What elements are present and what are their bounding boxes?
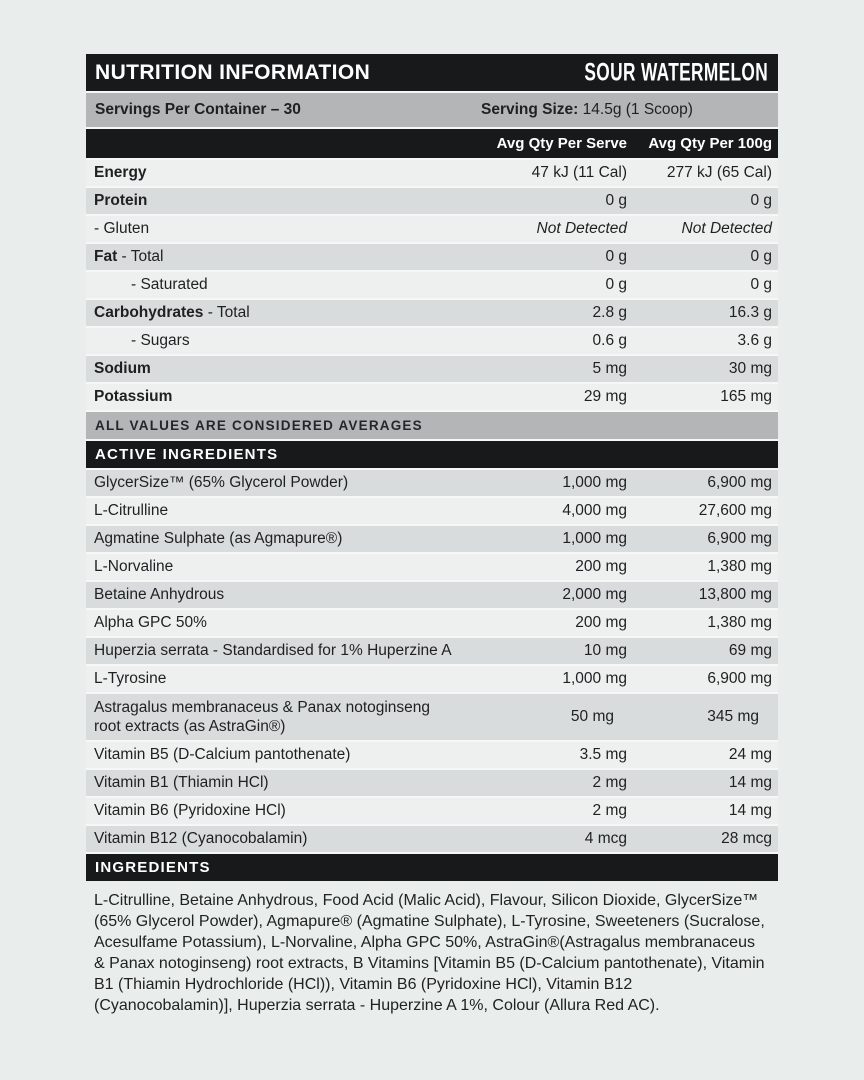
value-serve: 50 mg bbox=[570, 708, 614, 725]
value-serve: 4 mcg bbox=[584, 830, 627, 847]
value-per100: 6,900 mg bbox=[707, 670, 772, 687]
table-row-glycersize: GlycerSize™ (65% Glycerol Powder) 1,000 mg 6,900 mg bbox=[86, 470, 778, 496]
value-serve: 0 g bbox=[605, 192, 627, 209]
value-serve: 1,000 mg bbox=[562, 670, 627, 687]
table-row-sodium: Sodium 5 mg 30 mg bbox=[86, 356, 778, 382]
table-row-gluten: - Gluten Not Detected Not Detected bbox=[86, 216, 778, 242]
value-serve: 3.5 mg bbox=[579, 746, 627, 763]
table-row-vitamin-b6: Vitamin B6 (Pyridoxine HCl) 2 mg 14 mg bbox=[86, 798, 778, 824]
value-serve: 0 g bbox=[605, 276, 627, 293]
column-header-per100: Avg Qty Per 100g bbox=[648, 135, 772, 152]
value-per100: 345 mg bbox=[707, 708, 759, 725]
nutrition-panel bbox=[86, 54, 778, 881]
value-per100: 14 mg bbox=[728, 774, 772, 791]
value-serve: 1,000 mg bbox=[562, 474, 627, 491]
serving-size-value: 14.5g (1 Scoop) bbox=[578, 101, 693, 118]
value-per100: 0 g bbox=[750, 192, 772, 209]
column-header-serve: Avg Qty Per Serve bbox=[496, 135, 627, 152]
servings-per-container: Servings Per Container – 30 bbox=[95, 101, 301, 118]
table-row-energy: Energy 47 kJ (11 Cal) 277 kJ (65 Cal) bbox=[86, 160, 778, 186]
nutrition-rows bbox=[86, 160, 778, 410]
value-serve: 47 kJ (11 Cal) bbox=[531, 164, 627, 181]
value-per100: 277 kJ (65 Cal) bbox=[666, 164, 772, 181]
value-serve: 200 mg bbox=[575, 614, 627, 631]
serving-size-label: Serving Size: bbox=[481, 101, 579, 118]
table-row-fat-saturated: - Saturated 0 g 0 g bbox=[86, 272, 778, 298]
value-serve: Not Detected bbox=[536, 220, 627, 237]
value-per100: 30 mg bbox=[728, 360, 772, 377]
averages-note: ALL VALUES ARE CONSIDERED AVERAGES bbox=[95, 418, 423, 433]
ingredients-section-bar bbox=[86, 854, 778, 881]
column-header-bar bbox=[86, 129, 778, 158]
value-per100: 16.3 g bbox=[728, 304, 772, 321]
ingredients-paragraph: L-Citrulline, Betaine Anhydrous, Food Acid (Malic Acid), Flavour, Silicon Dioxide, GlycerSize™ (65% Glycerol Powder), Agmapure® (Agmatine Sulphate), L-Tyrosine, Sweeteners (Sucralose, Acesulfame Potassium), L-Norvaline, Alpha GPC 50%, AstraGin®(Astragalus membranaceus & Panax notoginseng) root extracts, B Vitamins [Vitamin B5 (D-Calcium pantothenate), Vitamin B1 (Thiamin Hydrochloride (HCl)), Vitamin B6 (Pyridoxine HCl), Vitamin B12 (Cyanocobalamin)], Huperzia serrata - Huperzine A 1%, Colour (Allura Red AC). bbox=[94, 892, 765, 1014]
value-serve: 2 mg bbox=[592, 802, 627, 819]
value-serve: 4,000 mg bbox=[562, 502, 627, 519]
value-per100: 0 g bbox=[750, 276, 772, 293]
averages-note-bar bbox=[86, 412, 778, 439]
table-row-protein: Protein 0 g 0 g bbox=[86, 188, 778, 214]
ingredients-title: INGREDIENTS bbox=[95, 859, 211, 876]
table-row-l-citrulline: L-Citrulline 4,000 mg 27,600 mg bbox=[86, 498, 778, 524]
value-per100: Not Detected bbox=[681, 220, 772, 237]
value-serve: 10 mg bbox=[583, 642, 627, 659]
value-per100: 69 mg bbox=[728, 642, 772, 659]
active-ingredients-section-bar bbox=[86, 441, 778, 468]
value-serve: 200 mg bbox=[575, 558, 627, 575]
active-ingredients-title: ACTIVE INGREDIENTS bbox=[95, 446, 279, 463]
value-per100: 0 g bbox=[750, 248, 772, 265]
nutrition-label bbox=[86, 54, 778, 1016]
table-row-potassium: Potassium 29 mg 165 mg bbox=[86, 384, 778, 410]
table-row-sugars: - Sugars 0.6 g 3.6 g bbox=[86, 328, 778, 354]
table-row-agmatine-sulphate: Agmatine Sulphate (as Agmapure®) 1,000 mg 6,900 mg bbox=[86, 526, 778, 552]
table-row-vitamin-b12: Vitamin B12 (Cyanocobalamin) 4 mcg 28 mcg bbox=[86, 826, 778, 852]
value-serve: 29 mg bbox=[583, 388, 627, 405]
value-per100: 6,900 mg bbox=[707, 530, 772, 547]
flavor-name: SOUR WATERMELON bbox=[584, 57, 768, 87]
table-row-vitamin-b5: Vitamin B5 (D-Calcium pantothenate) 3.5 mg 24 mg bbox=[86, 742, 778, 768]
value-serve: 2,000 mg bbox=[562, 586, 627, 603]
table-row-alpha-gpc: Alpha GPC 50% 200 mg 1,380 mg bbox=[86, 610, 778, 636]
table-row-betaine-anhydrous: Betaine Anhydrous 2,000 mg 13,800 mg bbox=[86, 582, 778, 608]
value-per100: 24 mg bbox=[728, 746, 772, 763]
active-ingredient-rows bbox=[86, 470, 778, 852]
value-per100: 6,900 mg bbox=[707, 474, 772, 491]
value-per100: 3.6 g bbox=[737, 332, 772, 349]
value-serve: 2 mg bbox=[592, 774, 627, 791]
table-row-huperzia-serrata: Huperzia serrata - Standardised for 1% Huperzine A 10 mg 69 mg bbox=[86, 638, 778, 664]
label-header-bar bbox=[86, 54, 778, 91]
value-serve: 0.6 g bbox=[592, 332, 627, 349]
value-per100: 28 mcg bbox=[721, 830, 772, 847]
serving-size bbox=[481, 101, 772, 119]
value-per100: 27,600 mg bbox=[698, 502, 772, 519]
value-per100: 1,380 mg bbox=[707, 614, 772, 631]
page-title: NUTRITION INFORMATION bbox=[95, 60, 371, 84]
table-row-carbohydrates-total: Carbohydrates - Total 2.8 g 16.3 g bbox=[86, 300, 778, 326]
servings-bar bbox=[86, 93, 778, 127]
value-serve: 5 mg bbox=[592, 360, 627, 377]
value-serve: 2.8 g bbox=[592, 304, 627, 321]
value-serve: 0 g bbox=[605, 248, 627, 265]
value-per100: 165 mg bbox=[720, 388, 772, 405]
value-per100: 13,800 mg bbox=[698, 586, 772, 603]
value-serve: 1,000 mg bbox=[562, 530, 627, 547]
table-row-astragalus-panax: Astragalus membranaceus & Panax notoginseng root extracts (as AstraGin®) 50 mg 345 mg bbox=[86, 694, 778, 740]
value-per100: 1,380 mg bbox=[707, 558, 772, 575]
table-row-vitamin-b1: Vitamin B1 (Thiamin HCl) 2 mg 14 mg bbox=[86, 770, 778, 796]
table-row-l-norvaline: L-Norvaline 200 mg 1,380 mg bbox=[86, 554, 778, 580]
table-row-fat-total: Fat - Total 0 g 0 g bbox=[86, 244, 778, 270]
table-row-l-tyrosine: L-Tyrosine 1,000 mg 6,900 mg bbox=[86, 666, 778, 692]
value-per100: 14 mg bbox=[728, 802, 772, 819]
